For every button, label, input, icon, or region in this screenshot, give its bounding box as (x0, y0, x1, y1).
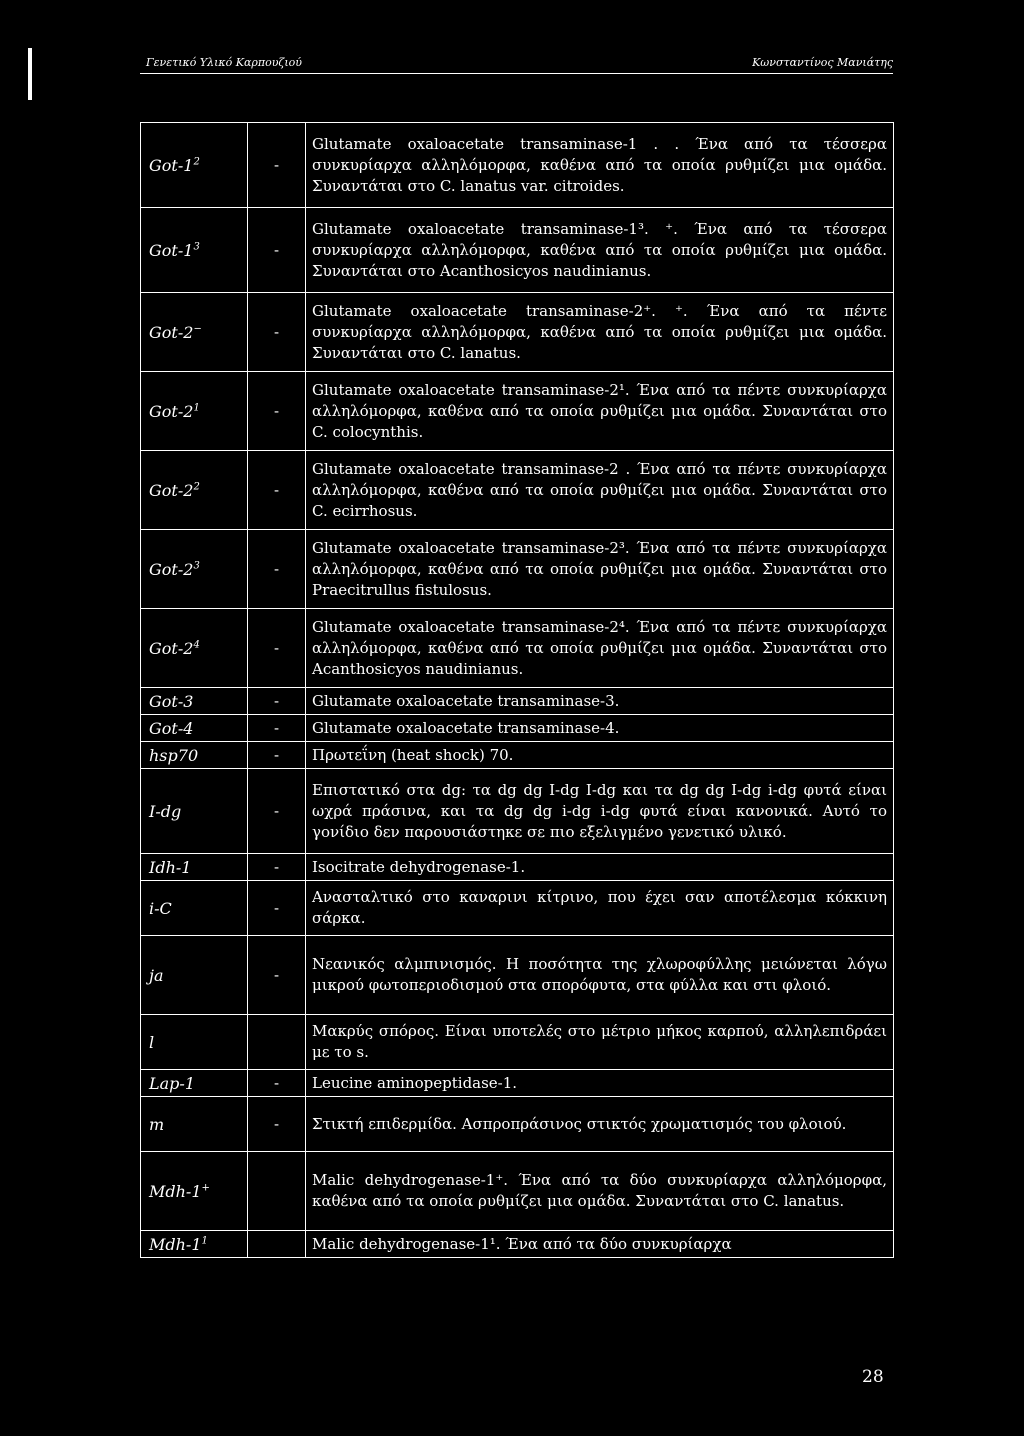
gene-description: Επιστατικό στα dg: τα dg dg I-dg I-dg και τα dg dg I-dg i-dg φυτά είναι ωχρά πράσινα, και τα dg dg i-dg i-dg φυτά είναι κανονικά. Αυτό το γονίδιο δεν παρουσιάστηκε σε πιο εξελιγμένο γενετικό υλικό. (306, 769, 894, 854)
gene-description: Glutamate oxaloacetate transaminase-1³. ⁺. Ένα από τα τέσσερα συνκυρίαρχα αλληλόμορφα, καθένα από τα οποία ρυθμίζει μια ομάδα. Συναντάται στο Acanthosicyos naudinianus. (306, 208, 894, 293)
gene-description: Malic dehydrogenase-1¹. Ένα από τα δύο συνκυρίαρχα (306, 1231, 894, 1258)
row-dash: - (248, 769, 306, 854)
table-row (141, 715, 894, 742)
gene-symbol: m (141, 1097, 248, 1152)
row-dash (248, 1015, 306, 1070)
row-dash: - (248, 742, 306, 769)
gene-description: Glutamate oxaloacetate transaminase-2³. Ένα από τα πέντε συνκυρίαρχα αλληλόμορφα, καθένα από τα οποία ρυθμίζει μια ομάδα. Συναντάται στο Praecitrullus fistulosus. (306, 530, 894, 609)
table-row (141, 1070, 894, 1097)
table-row (141, 123, 894, 208)
header-left: Γενετικό Υλικό Καρπουζιού (146, 56, 302, 69)
row-dash: - (248, 530, 306, 609)
table-row (141, 1231, 894, 1258)
row-dash: - (248, 1097, 306, 1152)
gene-symbol: I-dg (141, 769, 248, 854)
row-dash: - (248, 688, 306, 715)
gene-symbol: Got-3 (141, 688, 248, 715)
gene-description: Glutamate oxaloacetate transaminase-1 . . Ένα από τα τέσσερα συνκυρίαρχα αλληλόμορφα, καθένα από τα οποία ρυθμίζει μια ομάδα. Συναντάται στο C. lanatus var. citroides. (306, 123, 894, 208)
table-row (141, 936, 894, 1015)
page-number: 28 (862, 1367, 884, 1387)
gene-description: Νεανικός αλμπινισμός. Η ποσότητα της χλωροφύλλης μειώνεται λόγω μικρού φωτοπεριοδισμού στα σπορόφυτα, στα φύλλα και στι φλοιό. (306, 936, 894, 1015)
gene-symbol: hsp70 (141, 742, 248, 769)
row-dash: - (248, 881, 306, 936)
table-row (141, 881, 894, 936)
table-row (141, 609, 894, 688)
table-row (141, 742, 894, 769)
gene-symbol: Idh-1 (141, 854, 248, 881)
gene-description: Glutamate oxaloacetate transaminase-3. (306, 688, 894, 715)
row-dash: - (248, 293, 306, 372)
gene-symbol: ja (141, 936, 248, 1015)
gene-symbol: Got-$2^2$ (141, 451, 248, 530)
gene-table (140, 122, 894, 1258)
gene-description: Leucine aminopeptidase-1. (306, 1070, 894, 1097)
row-dash: - (248, 854, 306, 881)
table-row (141, 1015, 894, 1070)
gene-symbol: Lap-1 (141, 1070, 248, 1097)
gene-description: Glutamate oxaloacetate transaminase-2⁺. ⁺. Ένα από τα πέντε συνκυρίαρχα αλληλόμορφα, καθένα από τα οποία ρυθμίζει μια ομάδα. Συναντάται στο C. lanatus. (306, 293, 894, 372)
table-row (141, 1097, 894, 1152)
row-dash: - (248, 208, 306, 293)
gene-symbol: Got-$2^4$ (141, 609, 248, 688)
gene-symbol: Got-$2^3$ (141, 530, 248, 609)
gene-symbol: l (141, 1015, 248, 1070)
gene-symbol: Got-4 (141, 715, 248, 742)
gene-symbol: Mdh-1+ (141, 1152, 248, 1231)
gene-description: Μακρύς σπόρος. Είναι υποτελές στο μέτριο μήκος καρπού, αλληλεπιδράει με το s. (306, 1015, 894, 1070)
gene-description: Ανασταλτικό στο καναρινι κίτρινο, που έχει σαν αποτέλεσμα κόκκινη σάρκα. (306, 881, 894, 936)
gene-symbol: Got-$1^3$ (141, 208, 248, 293)
table-row (141, 1152, 894, 1231)
row-dash: - (248, 372, 306, 451)
table-row (141, 688, 894, 715)
margin-bar (28, 48, 32, 100)
table-row (141, 769, 894, 854)
table-row (141, 293, 894, 372)
table-row (141, 372, 894, 451)
row-dash (248, 1231, 306, 1258)
table-row (141, 530, 894, 609)
table-row (141, 208, 894, 293)
gene-description: Glutamate oxaloacetate transaminase-4. (306, 715, 894, 742)
row-dash: - (248, 936, 306, 1015)
header-right: Κωνσταντίνος Μανιάτης (752, 56, 893, 69)
gene-symbol: Got-$2^1$ (141, 372, 248, 451)
header-rule (140, 73, 893, 74)
gene-description: Glutamate oxaloacetate transaminase-2¹. Ένα από τα πέντε συνκυρίαρχα αλληλόμορφα, καθένα από τα οποία ρυθμίζει μια ομάδα. Συναντάται στο C. colocynthis. (306, 372, 894, 451)
row-dash: - (248, 609, 306, 688)
gene-symbol: Got-2− (141, 293, 248, 372)
gene-description: Glutamate oxaloacetate transaminase-2⁴. Ένα από τα πέντε συνκυρίαρχα αλληλόμορφα, καθένα από τα οποία ρυθμίζει μια ομάδα. Συναντάται στο Acanthosicyos naudinianus. (306, 609, 894, 688)
table-row (141, 451, 894, 530)
gene-symbol: Mdh-$1^1$ (141, 1231, 248, 1258)
gene-description: Πρωτεΐνη (heat shock) 70. (306, 742, 894, 769)
gene-symbol: i-C (141, 881, 248, 936)
row-dash: - (248, 451, 306, 530)
row-dash: - (248, 1070, 306, 1097)
gene-symbol: Got-$1^2$ (141, 123, 248, 208)
gene-description: Isocitrate dehydrogenase-1. (306, 854, 894, 881)
row-dash: - (248, 715, 306, 742)
gene-description: Στικτή επιδερμίδα. Ασπροπράσινος στικτός χρωματισμός του φλοιού. (306, 1097, 894, 1152)
row-dash (248, 1152, 306, 1231)
gene-description: Glutamate oxaloacetate transaminase-2 . Ένα από τα πέντε συνκυρίαρχα αλληλόμορφα, καθένα από τα οποία ρυθμίζει μια ομάδα. Συναντάται στο C. ecirrhosus. (306, 451, 894, 530)
row-dash: - (248, 123, 306, 208)
gene-description: Malic dehydrogenase-1⁺. Ένα από τα δύο συνκυρίαρχα αλληλόμορφα, καθένα από τα οποία ρυθμίζει μια ομάδα. Συναντάται στο C. lanatus. (306, 1152, 894, 1231)
table-row (141, 854, 894, 881)
